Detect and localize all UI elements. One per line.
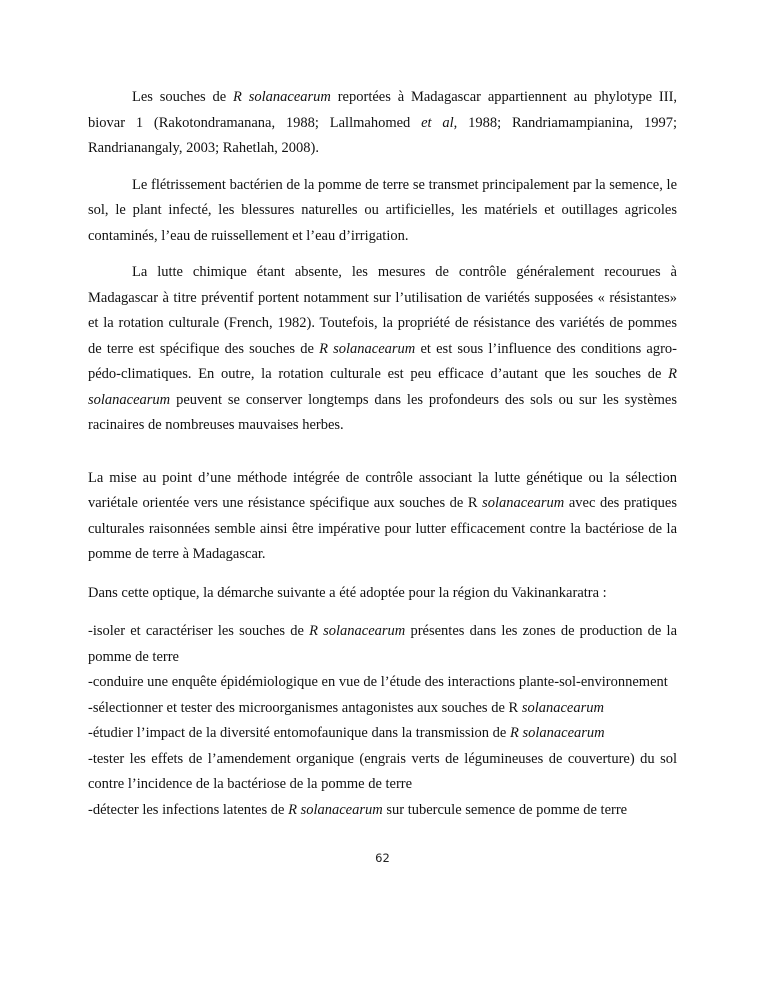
paragraph-approach: Dans cette optique, la démarche suivante a été adoptée pour la région du Vakinankaratra :	[88, 584, 607, 601]
list-item: -tester les effets de l’amendement organique (engrais verts de légumineuses de couverture) du sol contre l’incidence de la bactériose de la pomme de terre	[88, 750, 677, 792]
list-item: -étudier l’impact de la diversité entomofaunique dans la transmission de R solanacearum	[88, 725, 605, 741]
approach-list	[88, 619, 677, 823]
document-body	[88, 85, 677, 823]
paragraph-control: La lutte chimique étant absente, les mesures de contrôle généralement recourues à Madagascar à titre préventif portent notamment sur l’utilisation de variétés supposées « résistantes» et la rotation culturale (French, 1982). Toutefois, la propriété de résistance des variétés de pommes de terre est spécifique des souches de R solanacearum et est sous l’influence des conditions agro-pédo-climatiques. En outre, la rotation culturale est peu efficace d’autant que les souches de R solanacearum peuvent se conserver longtemps dans les profondeurs des sols ou sur les systèmes racinaires de nombreuses mauvaises herbes.	[88, 264, 678, 433]
page-number: 62	[375, 851, 390, 865]
paragraph-integrated-method: La mise au point d’une méthode intégrée de contrôle associant la lutte génétique ou la sélection variétale orientée vers une résistance spécifique aux souches de R solanacearum avec des pratiques culturales raisonnées semble ainsi être impérative pour lutter efficacement contre la bactériose de la pomme de terre à Madagascar.	[88, 469, 677, 562]
list-item: -détecter les infections latentes de R solanacearum sur tubercule semence de pomme de terre	[88, 801, 628, 818]
list-item: -conduire une enquête épidémiologique en vue de l’étude des interactions plante-sol-environnement	[88, 674, 668, 690]
list-item: -sélectionner et tester des microorganismes antagonistes aux souches de R solanacearum	[88, 699, 604, 716]
paragraph-phylotype: Les souches de R solanacearum reportées à Madagascar appartiennent au phylotype III, biovar 1 (Rakotondramanana, 1988; Lallmahomed et al, 1988; Randriamampianina, 1997; Randrianangaly, 2003; Rahetlah, 2008).	[88, 89, 678, 156]
paragraph-transmission: Le flétrissement bactérien de la pomme de terre se transmet principalement par la semence, le sol, le plant infecté, les blessures naturelles ou artificielles, les matériels et outillages agricoles contaminés, l’eau de ruissellement et l’eau d’irrigation.	[88, 176, 677, 244]
list-item: -isoler et caractériser les souches de R solanacearum présentes dans les zones de production de la pomme de terre	[88, 623, 678, 665]
